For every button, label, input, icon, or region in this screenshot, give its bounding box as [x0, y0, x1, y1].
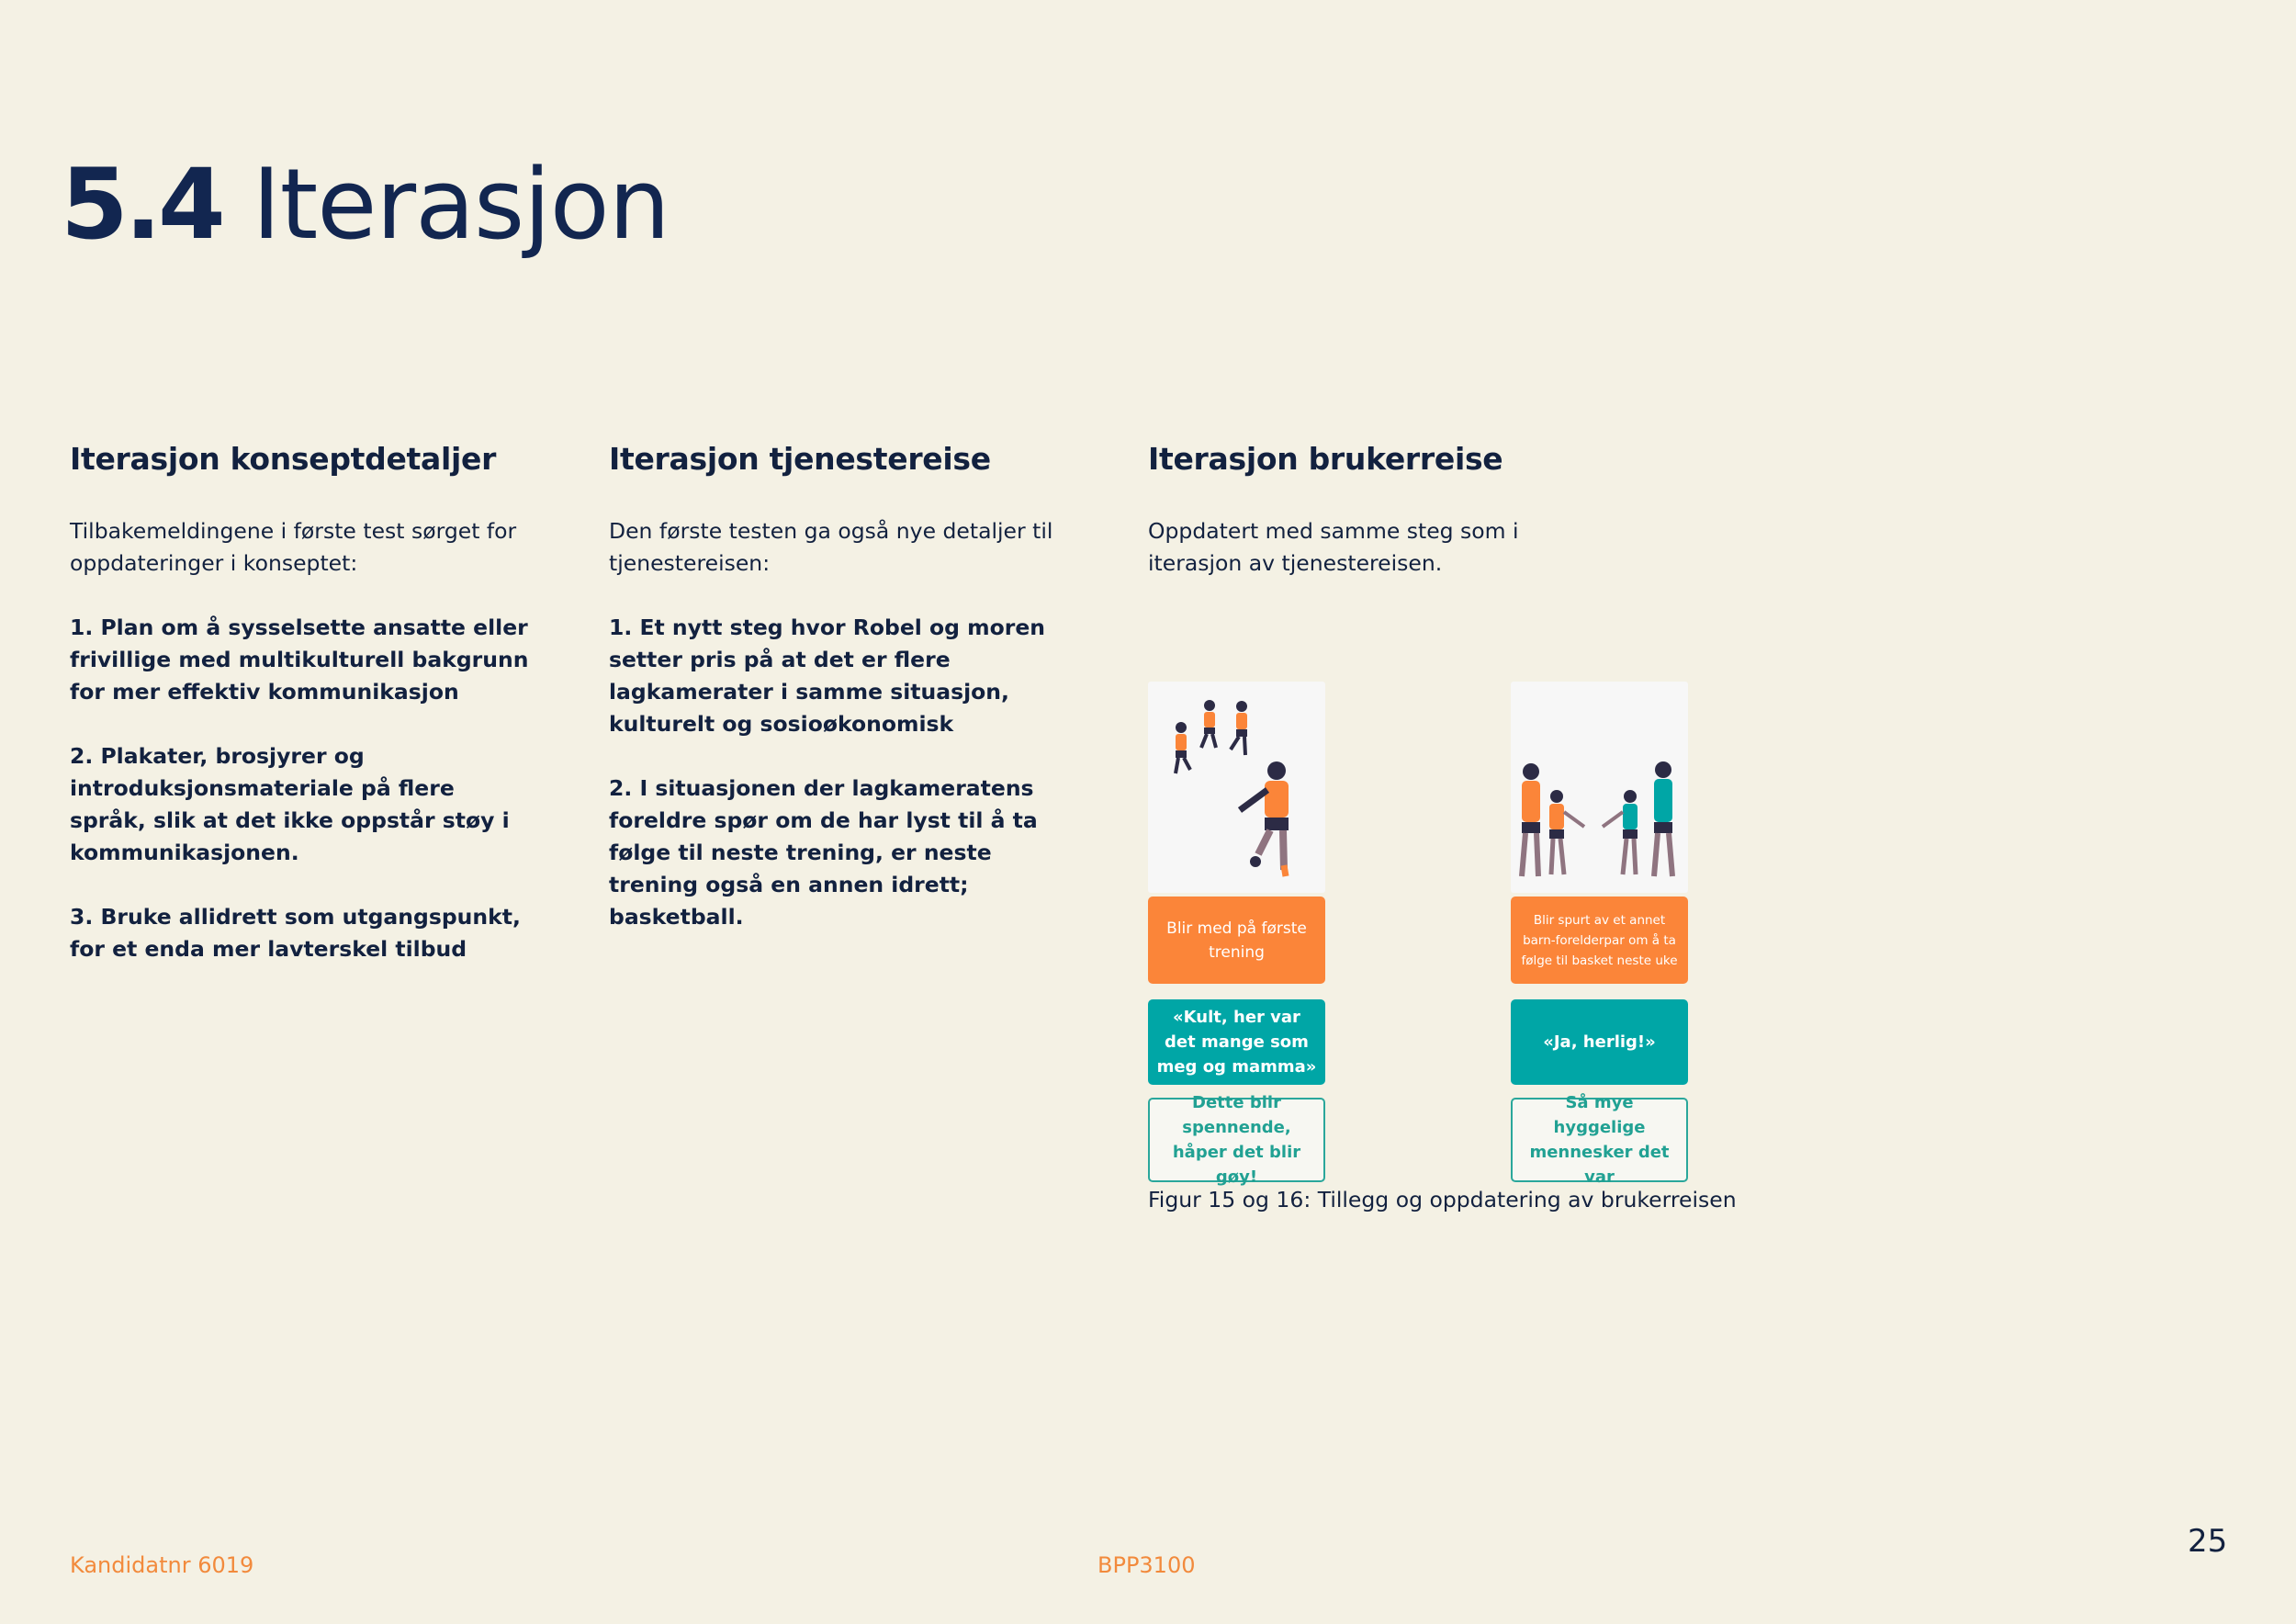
page-number: 25	[2188, 1523, 2228, 1560]
column-konseptdetaljer	[70, 441, 529, 965]
column-tjenestereise	[609, 441, 1068, 933]
list-item: 2. I situasjonen der lagkameratens foreldre spør om de har lyst til å ta følge til neste trening, er neste trening også en annen idrett; basketball.	[609, 775, 1038, 930]
journey-feeling: Så mye hyggelige mennesker det var	[1511, 1098, 1688, 1182]
section-title: Iterasjon	[252, 148, 670, 261]
journey-step: Blir spurt av et annet barn-forelderpar om å ta følge til basket neste uke	[1511, 897, 1688, 984]
column-brukerreise	[1148, 441, 1717, 580]
section-number: 5.4	[61, 148, 222, 261]
list-item: 1. Et nytt steg hvor Robel og moren setter pris på at det er flere lagkamerater i samme situasjon, kulturelt og sosioøkonomisk	[609, 615, 1046, 737]
column-intro: Oppdatert med samme steg som i iterasjon av tjenestereisen.	[1148, 518, 1519, 576]
journey-step: Blir med på første trening	[1148, 897, 1325, 984]
soccer-players-illustration	[1148, 682, 1325, 893]
column-intro: Tilbakemeldingene i første test sørget for oppdateringer i konseptet:	[70, 518, 517, 576]
journey-quote: «Ja, herlig!»	[1511, 999, 1688, 1085]
list-item: 1. Plan om å sysselsette ansatte eller frivillige med multikulturell bakgrunn for mer effektiv kommunikasjon	[70, 615, 529, 705]
footer-candidate: Kandidatnr 6019	[70, 1552, 254, 1578]
column-heading: Iterasjon konseptdetaljer	[70, 441, 497, 477]
column-intro: Den første testen ga også nye detaljer til tjenestereisen:	[609, 518, 1053, 576]
column-heading: Iterasjon tjenestereise	[609, 441, 991, 477]
page-title	[61, 148, 670, 261]
list-item: 3. Bruke allidrett som utgangspunkt, for et enda mer lavterskel tilbud	[70, 904, 521, 962]
journey-feeling: Dette blir spennende, håper det blir gøy!	[1148, 1098, 1325, 1182]
journey-quote: «Kult, her var det mange som meg og mamma»	[1148, 999, 1325, 1085]
figure-caption: Figur 15 og 16: Tillegg og oppdatering av brukerreisen	[1148, 1187, 1737, 1212]
footer-course: BPP3100	[1097, 1552, 1196, 1578]
column-heading: Iterasjon brukerreise	[1148, 441, 1503, 477]
families-meeting-illustration	[1511, 682, 1688, 893]
list-item: 2. Plakater, brosjyrer og introduksjonsmateriale på flere språk, slik at det ikke oppstår støy i kommunikasjonen.	[70, 743, 510, 865]
